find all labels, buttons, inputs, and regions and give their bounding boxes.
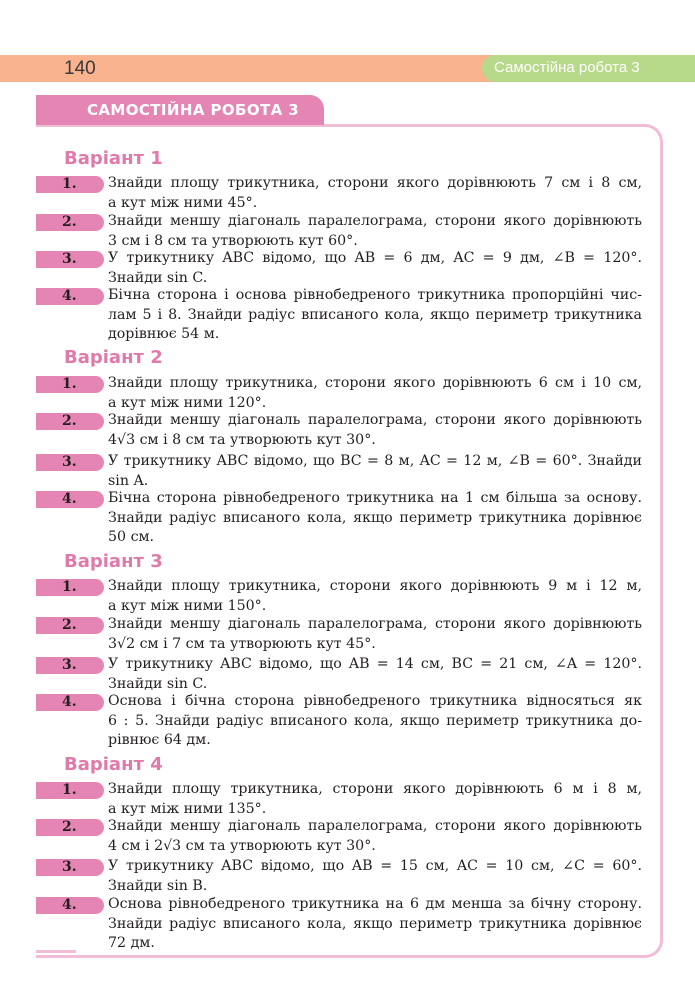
task-line: Знайди sin C. xyxy=(108,675,208,692)
task-number: 1. xyxy=(62,376,77,392)
task-line: Знайди меншу діагональ паралелограма, сторони якого дорівнюють xyxy=(108,412,642,428)
task-line: Знайди sin B. xyxy=(108,877,208,894)
task-text xyxy=(108,895,642,954)
task-line: а кут між ними 150°. xyxy=(108,597,267,614)
task-line: дорівнює 54 м. xyxy=(108,326,220,343)
section-tab-label: Самостійна робота 3 xyxy=(494,59,640,76)
task-text xyxy=(108,411,642,450)
task-text xyxy=(108,857,642,896)
task-text xyxy=(108,577,642,616)
task-text xyxy=(108,692,642,751)
task-line: Знайди меншу діагональ паралелограма, сторони якого дорівнюють xyxy=(108,213,642,229)
task-line: Знайди радіус вписаного кола, якщо периметр трикутника дорівнює xyxy=(108,915,642,932)
task-text xyxy=(108,780,642,819)
content-frame-bottom xyxy=(36,950,76,953)
task-text xyxy=(108,249,642,288)
task-line: У трикутнику ABC відомо, що BC = 8 м, AC = 12 м, ∠B = 60°. Знайди xyxy=(108,453,642,469)
task-line: Знайди площу трикутника, сторони якого дорівнюють 9 м і 12 м, xyxy=(108,578,642,594)
task-line: Основа рівнобедреного трикутника на 6 дм менша за бічну сторону. xyxy=(108,896,642,912)
task-text xyxy=(108,286,642,345)
task-number: 3. xyxy=(62,251,77,267)
task-line: Знайди площу трикутника, сторони якого дорівнюють 7 см і 8 см, xyxy=(108,175,642,191)
task-line: Знайди меншу діагональ паралелограма, сторони якого дорівнюють xyxy=(108,616,642,632)
task-number: 4. xyxy=(62,288,77,304)
variant-heading: Варіант 4 xyxy=(64,754,163,775)
task-line: Знайди меншу діагональ паралелограма, сторони якого дорівнюють xyxy=(108,818,642,834)
task-line: У трикутнику ABC відомо, що AB = 15 см, AC = 10 см, ∠C = 60°. xyxy=(108,858,642,874)
variant-heading: Варіант 2 xyxy=(64,347,163,368)
task-line: а кут між ними 135°. xyxy=(108,800,267,817)
task-number: 2. xyxy=(62,413,77,429)
task-line: а кут між ними 120°. xyxy=(108,394,267,411)
task-number: 3. xyxy=(62,859,77,875)
task-text xyxy=(108,374,642,413)
task-line: Знайди радіус вписаного кола, якщо периметр трикутника дорівнює xyxy=(108,509,642,526)
task-text xyxy=(108,817,642,856)
task-line: Знайди площу трикутника, сторони якого дорівнюють 6 м і 8 м, xyxy=(108,781,642,797)
task-line: Основа і бічна сторона рівнобедреного трикутника відносяться як xyxy=(108,693,642,709)
task-line: Бічна сторона і основа рівнобедреного трикутника пропорційні чис- xyxy=(108,287,642,303)
task-line: У трикутнику ABC відомо, що AB = 14 см, BC = 21 см, ∠A = 120°. xyxy=(108,656,642,672)
task-line: Бічна сторона рівнобедреного трикутника на 1 см більша за основу. xyxy=(108,490,642,506)
task-line: Знайди sin C. xyxy=(108,269,208,286)
task-line: 3√2 см і 7 см та утворюють кут 45°. xyxy=(108,635,376,652)
task-text xyxy=(108,615,642,654)
task-line: рівнює 64 дм. xyxy=(108,732,211,749)
task-line: У трикутнику ABC відомо, що AB = 6 дм, AC = 9 дм, ∠B = 120°. xyxy=(108,250,642,266)
task-line: 72 дм. xyxy=(108,935,155,952)
page-title: САМОСТІЙНА РОБОТА 3 xyxy=(87,101,300,119)
task-line: а кут між ними 45°. xyxy=(108,194,258,211)
task-number: 2. xyxy=(62,214,77,230)
task-number: 1. xyxy=(62,176,77,192)
variant-heading: Варіант 1 xyxy=(64,148,163,169)
task-line: 4√3 см і 8 см та утворюють кут 30°. xyxy=(108,431,376,448)
task-text xyxy=(108,174,642,213)
task-number: 1. xyxy=(62,782,77,798)
task-number: 3. xyxy=(62,657,77,673)
task-number: 4. xyxy=(62,694,77,710)
task-line: 50 см. xyxy=(108,529,155,546)
task-text xyxy=(108,655,642,694)
task-line: 4 см і 2√3 см та утворюють кут 30°. xyxy=(108,837,376,854)
page-number: 140 xyxy=(64,58,96,79)
task-line: Знайди площу трикутника, сторони якого дорівнюють 6 см і 10 см, xyxy=(108,375,642,391)
task-line: 6 : 5. Знайди радіус вписаного кола, якщо периметр трикутника до- xyxy=(108,712,642,729)
task-text xyxy=(108,452,642,491)
task-line: sin A. xyxy=(108,472,149,489)
task-number: 1. xyxy=(62,579,77,595)
task-line: лам 5 і 8. Знайди радіус вписаного кола, якщо периметр трикутника xyxy=(108,306,642,323)
variant-heading: Варіант 3 xyxy=(64,551,163,572)
task-number: 3. xyxy=(62,454,77,470)
task-text xyxy=(108,489,642,548)
task-number: 4. xyxy=(62,897,77,913)
task-number: 4. xyxy=(62,491,77,507)
task-text xyxy=(108,212,642,251)
task-line: 3 см і 8 см та утворюють кут 60°. xyxy=(108,232,358,249)
task-number: 2. xyxy=(62,819,77,835)
task-number: 2. xyxy=(62,617,77,633)
